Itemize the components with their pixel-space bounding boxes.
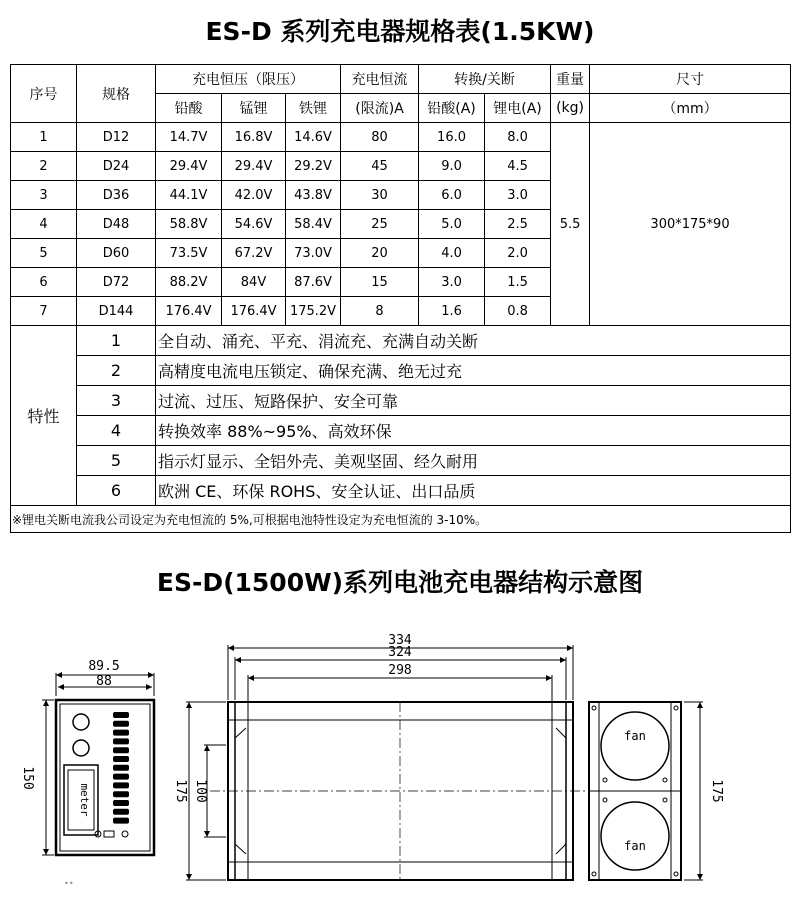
cell-voltage-fe: 14.6V bbox=[286, 123, 341, 152]
feature-text: 全自动、涌充、平充、涓流充、充满自动关断 bbox=[156, 326, 791, 356]
feature-text: 过流、过压、短路保护、安全可靠 bbox=[156, 386, 791, 416]
cell-model: D48 bbox=[77, 210, 156, 239]
feature-number: 3 bbox=[77, 386, 156, 416]
cell-current: 30 bbox=[341, 181, 419, 210]
cell-cutoff-lithium: 1.5 bbox=[485, 268, 551, 297]
cell-cutoff-lead: 4.0 bbox=[419, 239, 485, 268]
cell-model: D144 bbox=[77, 297, 156, 326]
screw-icon bbox=[592, 706, 596, 710]
fan-label: fan bbox=[624, 729, 646, 743]
cell-cutoff-lead: 9.0 bbox=[419, 152, 485, 181]
cell-cutoff-lead: 3.0 bbox=[419, 268, 485, 297]
cell-seq: 7 bbox=[11, 297, 77, 326]
cell-model: D72 bbox=[77, 268, 156, 297]
header-cutoff-lead: 铅酸(A) bbox=[419, 94, 485, 123]
vent-slot bbox=[113, 712, 129, 718]
header-cutoff-group: 转换/关断 bbox=[419, 65, 551, 94]
features-label: 特性 bbox=[11, 326, 77, 506]
vent-slot bbox=[113, 730, 129, 736]
feature-number: 1 bbox=[77, 326, 156, 356]
screw-icon bbox=[603, 778, 607, 782]
cell-cutoff-lead: 5.0 bbox=[419, 210, 485, 239]
indicator-light-icon bbox=[73, 740, 89, 756]
dim-334-label: 334 bbox=[388, 633, 412, 648]
cell-cutoff-lithium: 4.5 bbox=[485, 152, 551, 181]
header-current-bottom: (限流)A bbox=[341, 94, 419, 123]
terminal-icon bbox=[104, 831, 114, 837]
cell-seq: 5 bbox=[11, 239, 77, 268]
vent-slot bbox=[113, 721, 129, 727]
header-manganese-lithium: 锰锂 bbox=[222, 94, 286, 123]
dim-175-label: 175 bbox=[709, 779, 724, 803]
cell-seq: 3 bbox=[11, 181, 77, 210]
feature-text: 指示灯显示、全铝外壳、美观坚固、经久耐用 bbox=[156, 446, 791, 476]
spec-table bbox=[10, 64, 791, 533]
screw-icon bbox=[603, 798, 607, 802]
header-weight-top: 重量 bbox=[551, 65, 590, 94]
feature-number: 5 bbox=[77, 446, 156, 476]
cell-cutoff-lead: 1.6 bbox=[419, 297, 485, 326]
screw-icon bbox=[663, 798, 667, 802]
cell-voltage-fe: 87.6V bbox=[286, 268, 341, 297]
header-seq: 序号 bbox=[11, 65, 77, 123]
diagram-title: ES-D(1500W)系列电池充电器结构示意图 bbox=[156, 568, 644, 597]
cell-model: D24 bbox=[77, 152, 156, 181]
cell-cutoff-lithium: 0.8 bbox=[485, 297, 551, 326]
indicator-light-icon bbox=[73, 714, 89, 730]
cell-current: 8 bbox=[341, 297, 419, 326]
header-cutoff-lithium: 锂电(A) bbox=[485, 94, 551, 123]
header-spec: 规格 bbox=[77, 65, 156, 123]
cell-size: 300*175*90 bbox=[590, 123, 791, 326]
cell-cutoff-lead: 16.0 bbox=[419, 123, 485, 152]
feature-row bbox=[11, 356, 791, 386]
feature-number: 2 bbox=[77, 356, 156, 386]
feature-row bbox=[11, 326, 791, 356]
header-current-top: 充电恒流 bbox=[341, 65, 419, 94]
cell-voltage-lead: 44.1V bbox=[156, 181, 222, 210]
vent-slot bbox=[113, 800, 129, 806]
cell-voltage-fe: 43.8V bbox=[286, 181, 341, 210]
dim-150-label: 150 bbox=[20, 766, 35, 790]
vent-slot bbox=[113, 809, 129, 815]
feature-number: 4 bbox=[77, 416, 156, 446]
feature-row bbox=[11, 386, 791, 416]
cell-voltage-fe: 58.4V bbox=[286, 210, 341, 239]
cell-weight: 5.5 bbox=[551, 123, 590, 326]
cell-voltage-lead: 73.5V bbox=[156, 239, 222, 268]
dim-100-label: 100 bbox=[193, 779, 208, 803]
cell-cutoff-lithium: 2.0 bbox=[485, 239, 551, 268]
cell-voltage-lead: 29.4V bbox=[156, 152, 222, 181]
front-panel bbox=[56, 700, 154, 855]
feature-row bbox=[11, 446, 791, 476]
feature-row bbox=[11, 476, 791, 506]
screw-icon bbox=[122, 831, 128, 837]
cell-voltage-fe: 29.2V bbox=[286, 152, 341, 181]
cell-voltage-mn: 16.8V bbox=[222, 123, 286, 152]
cell-voltage-lead: 88.2V bbox=[156, 268, 222, 297]
cell-voltage-mn: 54.6V bbox=[222, 210, 286, 239]
front-view bbox=[20, 659, 154, 888]
vent-slots bbox=[113, 712, 129, 824]
cell-current: 20 bbox=[341, 239, 419, 268]
cell-voltage-lead: 14.7V bbox=[156, 123, 222, 152]
cell-seq: 4 bbox=[11, 210, 77, 239]
dim-324-label: 324 bbox=[388, 645, 412, 660]
cell-cutoff-lithium: 8.0 bbox=[485, 123, 551, 152]
cell-voltage-fe: 175.2V bbox=[286, 297, 341, 326]
dim-298-label: 298 bbox=[388, 663, 412, 678]
vent-slot bbox=[113, 765, 129, 771]
cell-seq: 2 bbox=[11, 152, 77, 181]
structure-diagram bbox=[0, 600, 800, 900]
footnote: ※锂电关断电流我公司设定为充电恒流的 5%,可根据电池特性设定为充电恒流的 3-10%。 bbox=[11, 506, 791, 533]
cell-voltage-fe: 73.0V bbox=[286, 239, 341, 268]
feature-text: 转换效率 88%~95%、高效环保 bbox=[156, 416, 791, 446]
mount-tab bbox=[235, 728, 246, 738]
header-weight-bottom: (kg) bbox=[551, 94, 590, 123]
mount-tab bbox=[556, 844, 566, 854]
cell-seq: 6 bbox=[11, 268, 77, 297]
vent-slot bbox=[113, 747, 129, 753]
header-size-bottom: （mm） bbox=[590, 94, 791, 123]
feature-text: 高精度电流电压锁定、确保充满、绝无过充 bbox=[156, 356, 791, 386]
cell-seq: 1 bbox=[11, 123, 77, 152]
cell-cutoff-lithium: 2.5 bbox=[485, 210, 551, 239]
cell-cutoff-lead: 6.0 bbox=[419, 181, 485, 210]
mount-tab bbox=[235, 844, 246, 854]
meter-label: meter bbox=[78, 783, 91, 817]
mark-text: •• bbox=[64, 879, 74, 888]
fan-icon bbox=[601, 712, 669, 780]
side-view bbox=[173, 633, 590, 880]
header-voltage-group: 充电恒压（限压） bbox=[156, 65, 341, 94]
screw-icon bbox=[663, 778, 667, 782]
vent-slot bbox=[113, 738, 129, 744]
header-lead-acid: 铅酸 bbox=[156, 94, 222, 123]
feature-number: 6 bbox=[77, 476, 156, 506]
table-row bbox=[11, 123, 791, 152]
cell-cutoff-lithium: 3.0 bbox=[485, 181, 551, 210]
vent-slot bbox=[113, 818, 129, 824]
cell-voltage-mn: 42.0V bbox=[222, 181, 286, 210]
dim-175-label: 175 bbox=[173, 779, 188, 803]
header-size-top: 尺寸 bbox=[590, 65, 791, 94]
cell-model: D60 bbox=[77, 239, 156, 268]
cell-current: 45 bbox=[341, 152, 419, 181]
cell-model: D12 bbox=[77, 123, 156, 152]
spec-table-title: ES-D 系列充电器规格表(1.5KW) bbox=[205, 17, 595, 46]
cell-voltage-mn: 29.4V bbox=[222, 152, 286, 181]
cell-voltage-mn: 67.2V bbox=[222, 239, 286, 268]
screw-icon bbox=[674, 706, 678, 710]
cell-voltage-mn: 84V bbox=[222, 268, 286, 297]
feature-row bbox=[11, 416, 791, 446]
vent-slot bbox=[113, 774, 129, 780]
vent-slot bbox=[113, 782, 129, 788]
header-iron-lithium: 铁锂 bbox=[286, 94, 341, 123]
rear-view bbox=[589, 702, 724, 880]
cell-model: D36 bbox=[77, 181, 156, 210]
fan-icon bbox=[601, 802, 669, 870]
vent-slot bbox=[113, 756, 129, 762]
cell-current: 80 bbox=[341, 123, 419, 152]
screw-icon bbox=[674, 872, 678, 876]
cell-voltage-lead: 176.4V bbox=[156, 297, 222, 326]
dim-88-label: 88 bbox=[96, 674, 112, 689]
mount-tab bbox=[556, 728, 566, 738]
vent-slot bbox=[113, 791, 129, 797]
cell-voltage-mn: 176.4V bbox=[222, 297, 286, 326]
cell-current: 25 bbox=[341, 210, 419, 239]
cell-current: 15 bbox=[341, 268, 419, 297]
fan-label: fan bbox=[624, 839, 646, 853]
feature-text: 欧洲 CE、环保 ROHS、安全认证、出口品质 bbox=[156, 476, 791, 506]
dim-89-5-label: 89.5 bbox=[88, 659, 120, 674]
cell-voltage-lead: 58.8V bbox=[156, 210, 222, 239]
screw-icon bbox=[592, 872, 596, 876]
